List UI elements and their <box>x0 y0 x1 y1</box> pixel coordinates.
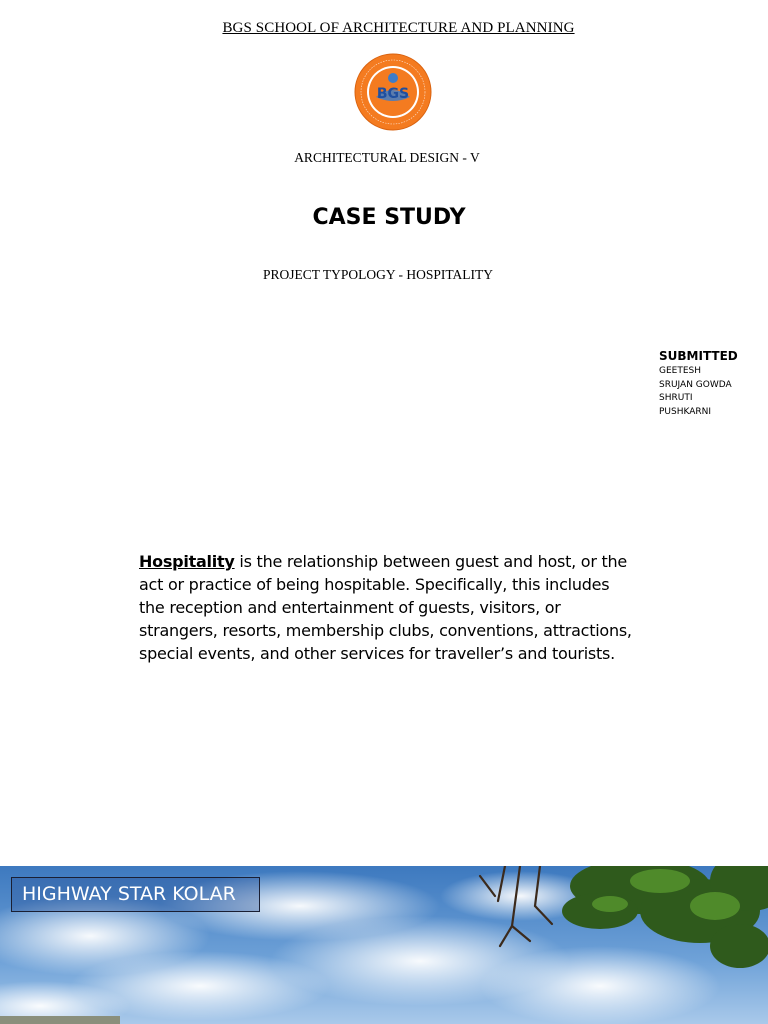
page-title: CASE STUDY <box>312 205 466 230</box>
member-name: PUSHKARNI <box>659 406 712 417</box>
definition-term: Hospitality <box>139 552 235 571</box>
logo-text: BGS <box>376 86 410 102</box>
school-title: BGS SCHOOL OF ARCHITECTURE AND PLANNING <box>222 20 575 36</box>
member-name: GEETESH <box>659 366 702 376</box>
school-logo <box>354 53 432 131</box>
project-typology: PROJECT TYPOLOGY - HOSPITALITY <box>262 267 494 282</box>
member-name: SHRUTI <box>659 393 693 403</box>
definition-text: is the relationship between guest and host, or the act or practice of being hospitable. Specifically, this includes the reception and entertainment of guests, visitors, or strangers, resorts, membership clubs, conventions, attractions, special events, and other services for traveller’s and tourists. <box>139 552 632 663</box>
photo-caption: HIGHWAY STAR KOLAR <box>11 877 260 912</box>
member-name: SRUJAN GOWDA <box>659 379 732 390</box>
hospitality-definition <box>139 550 639 665</box>
submitted-block <box>659 349 738 419</box>
course-title: ARCHITECTURAL DESIGN - V <box>294 150 480 165</box>
submitted-heading: SUBMITTED <box>659 349 738 363</box>
